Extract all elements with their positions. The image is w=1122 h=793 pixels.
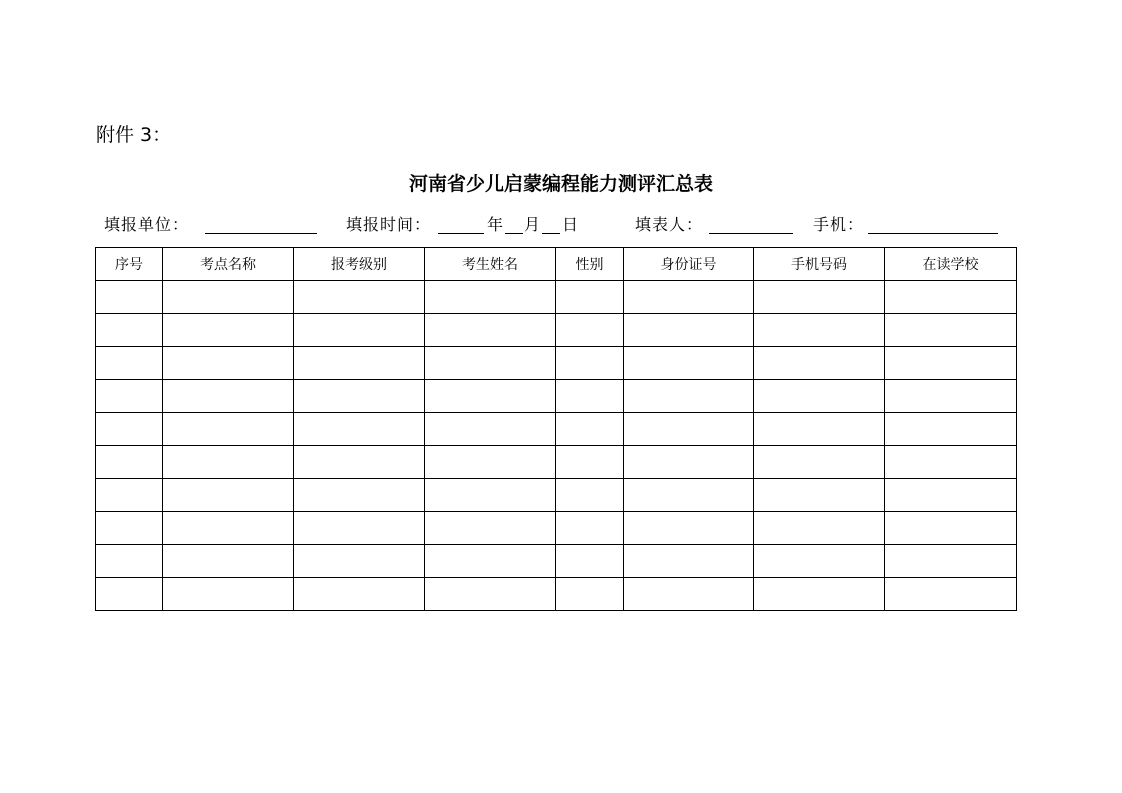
table-cell[interactable] [754, 545, 885, 578]
table-cell[interactable] [624, 446, 754, 479]
table-cell[interactable] [425, 512, 556, 545]
table-cell[interactable] [163, 380, 294, 413]
header-exam-site-name: 考点名称 [163, 248, 294, 281]
table-cell[interactable] [624, 578, 754, 611]
table-cell[interactable] [556, 314, 624, 347]
table-row [96, 479, 1017, 512]
table-row [96, 578, 1017, 611]
table-cell[interactable] [163, 545, 294, 578]
table-cell[interactable] [294, 578, 425, 611]
table-cell[interactable] [294, 413, 425, 446]
table-cell[interactable] [885, 380, 1017, 413]
table-cell[interactable] [96, 413, 163, 446]
table-cell[interactable] [294, 479, 425, 512]
table-header-row [96, 248, 1017, 281]
table-cell[interactable] [163, 314, 294, 347]
unit-label: 填报单位： [104, 215, 190, 234]
table-cell[interactable] [425, 380, 556, 413]
filler-label: 填表人： [635, 215, 704, 234]
table-cell[interactable] [556, 413, 624, 446]
header-id-number: 身份证号 [624, 248, 754, 281]
table-cell[interactable] [294, 446, 425, 479]
table-cell[interactable] [885, 512, 1017, 545]
table-cell[interactable] [425, 446, 556, 479]
table-cell[interactable] [96, 512, 163, 545]
table-cell[interactable] [294, 380, 425, 413]
phone-blank[interactable] [868, 233, 998, 234]
table-cell[interactable] [754, 479, 885, 512]
table-cell[interactable] [163, 347, 294, 380]
table-cell[interactable] [556, 380, 624, 413]
table-cell[interactable] [556, 347, 624, 380]
table-cell[interactable] [754, 281, 885, 314]
day-blank[interactable] [542, 233, 560, 234]
table-cell[interactable] [294, 512, 425, 545]
table-cell[interactable] [163, 512, 294, 545]
attachment-label: 附件 3： [96, 124, 172, 146]
header-serial-number: 序号 [96, 248, 163, 281]
table-cell[interactable] [624, 347, 754, 380]
table-cell[interactable] [556, 578, 624, 611]
table-cell[interactable] [425, 413, 556, 446]
table-cell[interactable] [425, 545, 556, 578]
table-cell[interactable] [163, 479, 294, 512]
table-cell[interactable] [624, 545, 754, 578]
table-cell[interactable] [163, 413, 294, 446]
table-cell[interactable] [754, 380, 885, 413]
header-gender: 性别 [556, 248, 624, 281]
table-cell[interactable] [754, 512, 885, 545]
year-blank[interactable] [438, 233, 484, 234]
header-school: 在读学校 [885, 248, 1017, 281]
table-cell[interactable] [754, 578, 885, 611]
table-cell[interactable] [754, 314, 885, 347]
table-cell[interactable] [425, 281, 556, 314]
table-cell[interactable] [624, 281, 754, 314]
table-body [96, 281, 1017, 611]
table-cell[interactable] [294, 281, 425, 314]
month-blank[interactable] [505, 233, 523, 234]
table-cell[interactable] [885, 347, 1017, 380]
page-title: 河南省少儿启蒙编程能力测评汇总表 [408, 173, 713, 195]
filler-blank[interactable] [709, 233, 793, 234]
table-cell[interactable] [624, 314, 754, 347]
table-cell[interactable] [885, 281, 1017, 314]
day-label: 日 [562, 215, 580, 234]
table-cell[interactable] [885, 413, 1017, 446]
form-info-row [0, 214, 1122, 238]
table-row [96, 413, 1017, 446]
table-cell[interactable] [624, 380, 754, 413]
table-cell[interactable] [96, 281, 163, 314]
time-label: 填报时间： [346, 215, 432, 234]
table-row [96, 281, 1017, 314]
header-phone-number: 手机号码 [754, 248, 885, 281]
table-cell[interactable] [556, 479, 624, 512]
table-cell[interactable] [96, 545, 163, 578]
table-cell[interactable] [294, 347, 425, 380]
table-cell[interactable] [163, 578, 294, 611]
table-cell[interactable] [556, 281, 624, 314]
table-cell[interactable] [425, 347, 556, 380]
table-row [96, 512, 1017, 545]
unit-blank[interactable] [205, 233, 317, 234]
header-candidate-name: 考生姓名 [425, 248, 556, 281]
table-row [96, 314, 1017, 347]
table-cell[interactable] [425, 314, 556, 347]
table-cell[interactable] [885, 479, 1017, 512]
year-label: 年 [487, 215, 505, 234]
table-cell[interactable] [556, 545, 624, 578]
table-cell[interactable] [754, 413, 885, 446]
table-cell[interactable] [754, 347, 885, 380]
table-cell[interactable] [624, 512, 754, 545]
table-cell[interactable] [885, 578, 1017, 611]
table-cell[interactable] [556, 446, 624, 479]
summary-table [95, 247, 1017, 611]
phone-label: 手机： [813, 215, 865, 234]
table-cell[interactable] [294, 545, 425, 578]
table-cell[interactable] [163, 281, 294, 314]
table-cell[interactable] [96, 314, 163, 347]
table-cell[interactable] [624, 479, 754, 512]
table-cell[interactable] [96, 479, 163, 512]
table-cell[interactable] [885, 446, 1017, 479]
table-cell[interactable] [885, 314, 1017, 347]
table-cell[interactable] [96, 380, 163, 413]
table-cell[interactable] [624, 413, 754, 446]
table-cell[interactable] [96, 578, 163, 611]
table-row [96, 545, 1017, 578]
table-cell[interactable] [425, 479, 556, 512]
table-row [96, 380, 1017, 413]
table-row [96, 446, 1017, 479]
table-row [96, 347, 1017, 380]
table-cell[interactable] [96, 347, 163, 380]
table-cell[interactable] [556, 512, 624, 545]
month-label: 月 [524, 215, 542, 234]
table-cell[interactable] [163, 446, 294, 479]
table-cell[interactable] [425, 578, 556, 611]
table-cell[interactable] [294, 314, 425, 347]
header-exam-level: 报考级别 [294, 248, 425, 281]
table-cell[interactable] [754, 446, 885, 479]
table-cell[interactable] [885, 545, 1017, 578]
table-cell[interactable] [96, 446, 163, 479]
